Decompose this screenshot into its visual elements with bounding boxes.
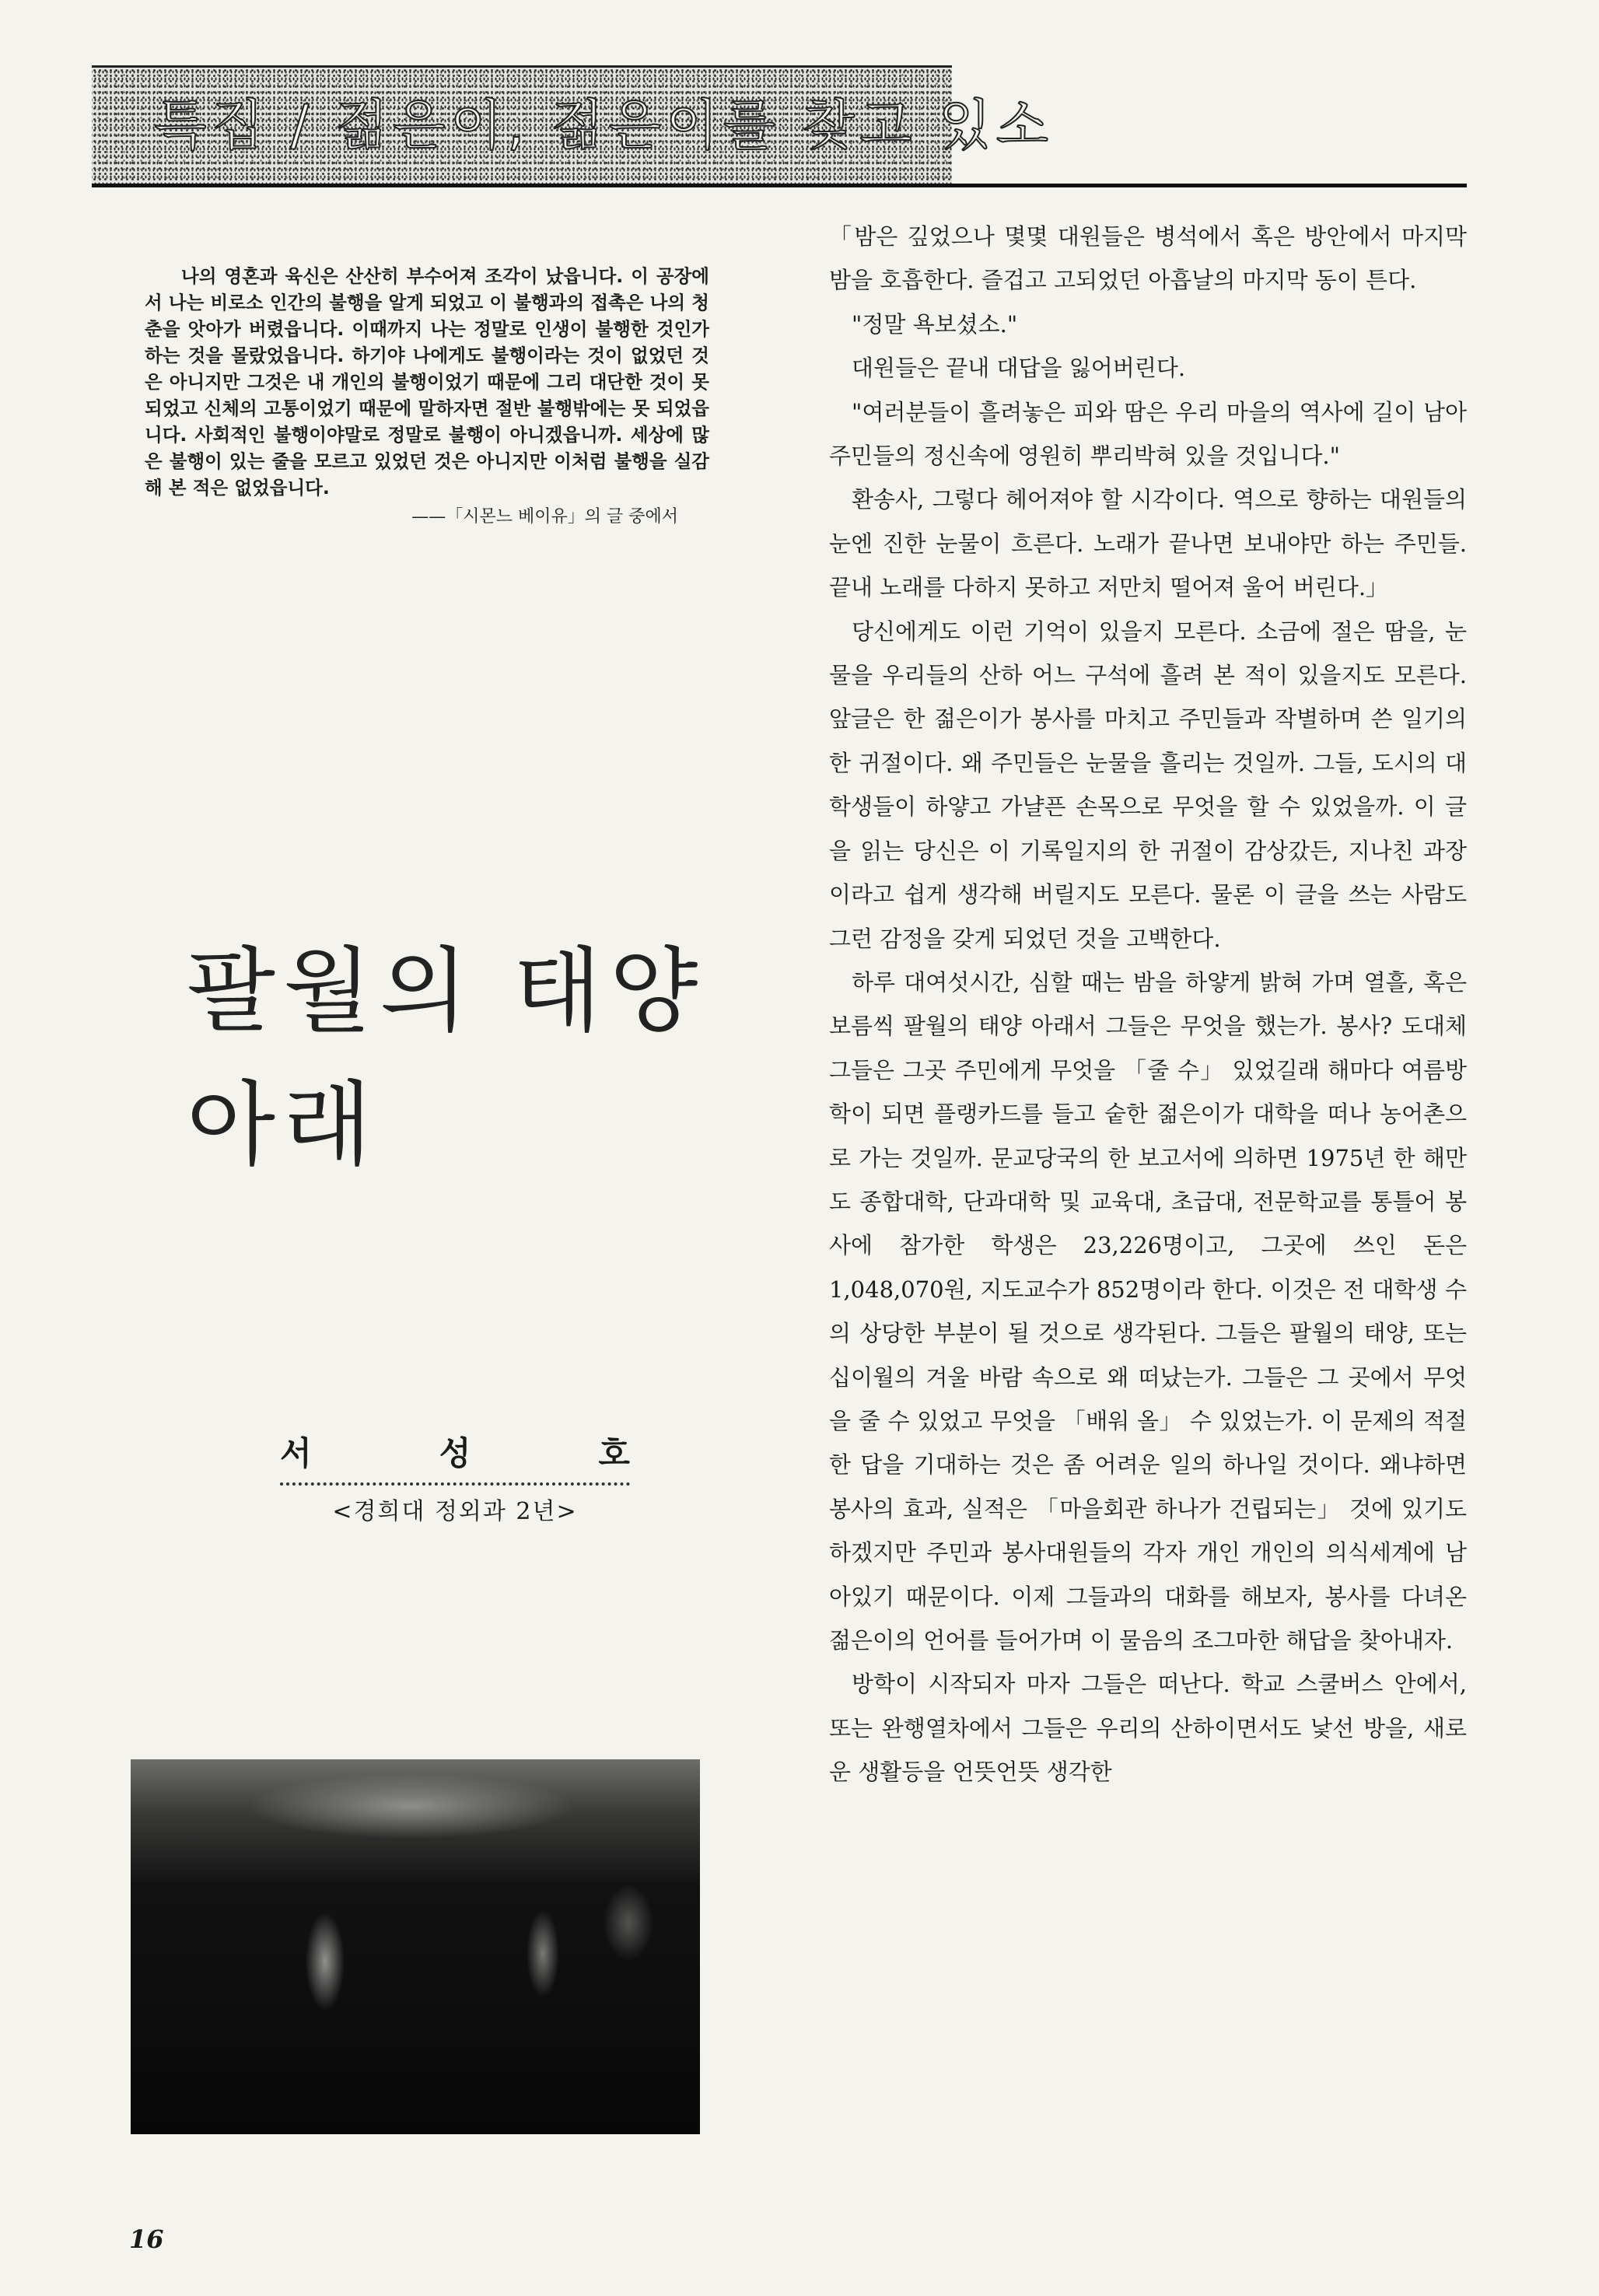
body-paragraph: "여러분들이 흘려놓은 피와 땀은 우리 마을의 역사에 길이 남아 주민들의 정신속에 영원히 뿌리박혀 있을 것입니다." xyxy=(829,398,1467,470)
body-paragraph: 환송사, 그렇다 헤어져야 할 시각이다. 역으로 향하는 대원들의 눈엔 진한 눈물이 흐른다. 노래가 끝나면 보내야만 하는 주민들. 끝내 노래를 다하지 못하고 저만치 떨어져 울어 버린다.」 xyxy=(829,486,1467,601)
body-paragraph: 대원들은 끝내 대답을 잃어버린다. xyxy=(852,355,1186,382)
article-title-line-1: 팔월의 태양 xyxy=(187,937,706,1045)
author-divider xyxy=(280,1482,630,1486)
article-title xyxy=(187,924,731,1192)
author-name-char-1: 서 xyxy=(280,1434,312,1472)
section-banner xyxy=(92,65,1054,184)
body-paragraph: "정말 욕보셨소." xyxy=(852,310,1018,338)
article-body xyxy=(829,215,1467,1794)
epigraph-source: ——「시몬느 베이유」의 글 중에서 xyxy=(411,507,678,527)
author-name-char-3: 호 xyxy=(598,1434,630,1472)
author-name-char-2: 성 xyxy=(439,1434,471,1472)
epigraph-text: 나의 영혼과 육신은 산산히 부수어져 조각이 났읍니다. 이 공장에서 나는 비로소 인간의 불행을 알게 되었고 이 불행과의 접촉은 나의 청춘을 앗아가 버렸읍니다. 이때까지 나는 정말로 인생이 불행한 것인가 하는 것을 몰랐었읍니다. 하기야 나에게도 불행이라는 것이 없었던 것은 아니지만 그것은 내 개인의 불행이었기 때문에 그리 대단한 것이 못되었고 신체의 고통이었기 때문에 말하자면 절반 불행밖에는 못 되었읍니다. 사회적인 불행이야말로 정말로 불행이 아니겠읍니까. 세상에 많은 불행이 있는 줄을 모르고 있었던 것은 아니지만 이처럼 불행을 실감해 본 적은 없었읍니다. xyxy=(145,265,709,499)
author-affiliation: <경희대 정외과 2년> xyxy=(332,1498,578,1525)
article-photo xyxy=(131,1759,700,2134)
banner-title: 특집 / 젊은이, 젊은이를 찾고 있소 xyxy=(154,93,1054,157)
body-paragraph: 방학이 시작되자 마자 그들은 떠난다. 학교 스쿨버스 안에서, 또는 완행열차에서 그들은 우리의 산하이면서도 낯선 방을, 새로운 생활등을 언뜻언뜻 생각한 xyxy=(829,1671,1467,1786)
epigraph-quote xyxy=(145,263,709,530)
body-paragraph: 당신에게도 이런 기억이 있을지 모른다. 소금에 절은 땀을, 눈물을 우리들의 산하 어느 구석에 흘려 본 적이 있을지도 모른다. 앞글은 한 젊은이가 봉사를 마치고 주민들과 작별하며 쓴 일기의 한 귀절이다. 왜 주민들은 눈물을 흘리는 것일까. 그들, 도시의 대학생들이 하얗고 가냘픈 손목으로 무엇을 할 수 있었을까. 이 글을 읽는 당신은 이 기록일지의 한 귀절이 감상갔든, 지나친 과장이라고 쉽게 생각해 버릴지도 모른다. 물론 이 글을 쓰는 사람도 그런 감정을 갖게 되었던 것을 고백한다. xyxy=(829,618,1467,952)
article-title-line-2: 아래 xyxy=(187,1071,380,1178)
page-number: 16 xyxy=(129,2224,164,2254)
body-paragraph: 하루 대여섯시간, 심할 때는 밤을 하얗게 밝혀 가며 열흘, 혹은 보름씩 팔월의 태양 아래서 그들은 무엇을 했는가. 봉사? 도대체 그들은 그곳 주민에게 무엇을 「줄 수」 있었길래 해마다 여름방학이 되면 플랭카드를 들고 숱한 젊은이가 대학을 떠나 농어촌으로 가는 것일까. 문교당국의 한 보고서에 의하면 1975년 한 해만도 종합대학, 단과대학 및 교육대, 초급대, 전문학교를 통틀어 봉사에 참가한 학생은 23,226명이고, 그곳에 쓰인 돈은 1,048,070원, 지도교수가 852명이라 한다. 이것은 전 대학생 수의 상당한 부분이 될 것으로 생각된다. 그들은 팔월의 태양, 또는 십이월의 겨울 바람 속으로 왜 떠났는가. 그들은 그 곳에서 무엇을 줄 수 있었고 무엇을 「배워 올」 수 있었는가. 이 문제의 적절한 답을 기대하는 것은 좀 어려운 일의 하나일 것이다. 왜냐하면 봉사의 효과, 실적은 「마을회관 하나가 건립되는」 것에 있기도 하겠지만 주민과 봉사대원들의 각자 개인 개인의 의식세계에 남아있기 때문이다. 이제 그들과의 대화를 해보자, 봉사를 다녀온 젊은이의 언어를 들어가며 이 물음의 조그마한 해답을 찾아내자. xyxy=(829,968,1467,1654)
author-name xyxy=(280,1428,630,1475)
header-rule xyxy=(92,184,1467,187)
body-paragraph: 「밤은 깊었으나 몇몇 대원들은 병석에서 혹은 방안에서 마지막 밤을 호흡한다. 즐겁고 고되었던 아흡날의 마지막 동이 튼다. xyxy=(829,223,1467,294)
